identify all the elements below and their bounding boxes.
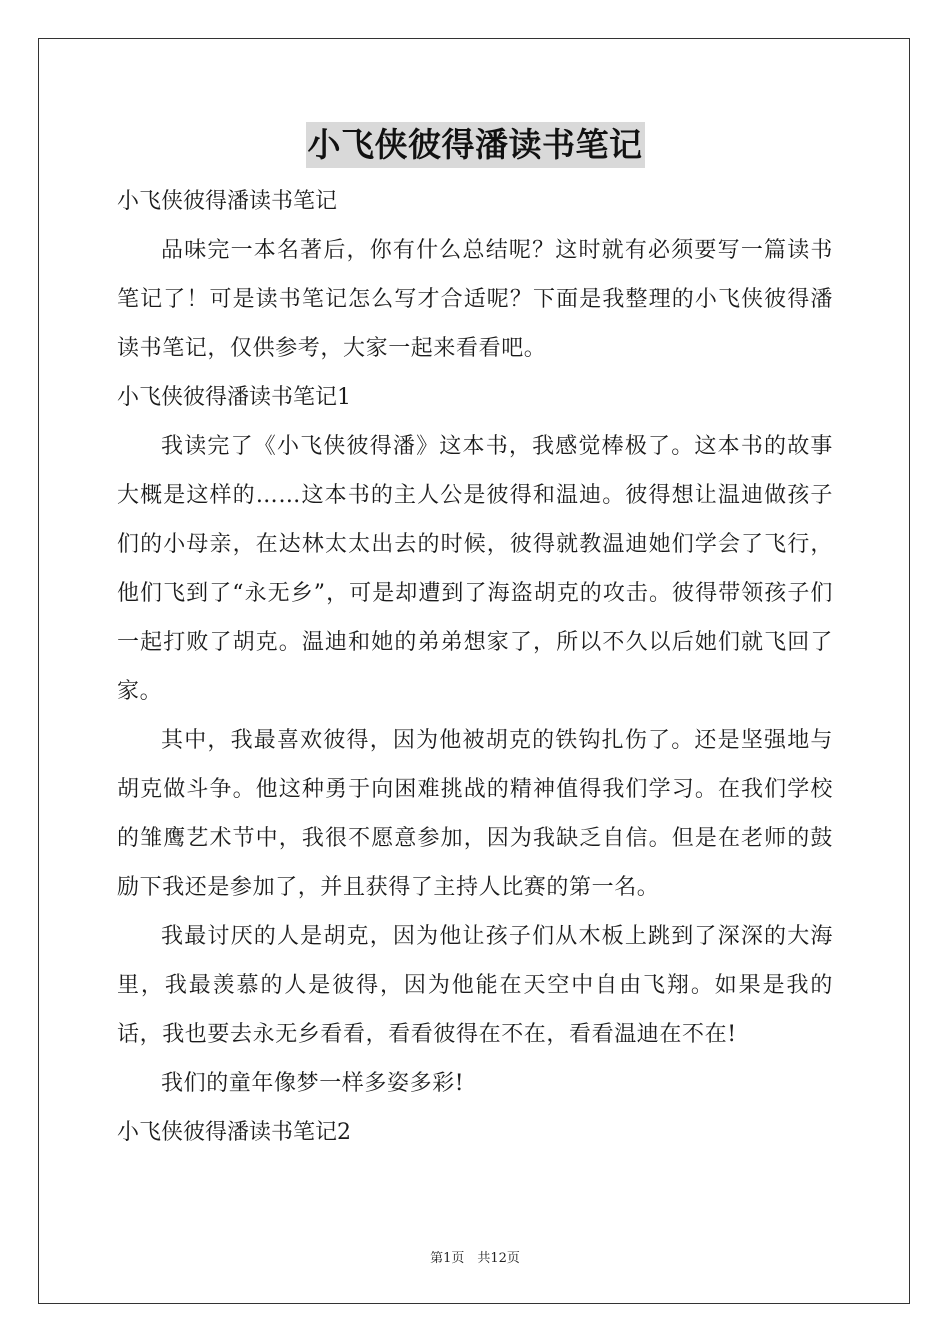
section-1-paragraph-2: 其中，我最喜欢彼得，因为他被胡克的铁钩扎伤了。还是坚强地与胡克做斗争。他这种勇于向困难挑战的精神值得我们学习。在我们学校的雏鹰艺术节中，我很不愿意参加，因为我缺乏自信。但是在老师的鼓励下我还是参加了，并且获得了主持人比赛的第一名。	[117, 728, 833, 900]
section-heading-1: 小飞侠彼得潘读书笔记1	[117, 385, 351, 410]
document-title: 小飞侠彼得潘读书笔记	[306, 122, 645, 168]
document-subtitle: 小飞侠彼得潘读书笔记	[117, 189, 338, 214]
section-1-paragraph-3: 我最讨厌的人是胡克，因为他让孩子们从木板上跳到了深深的大海里，我最羡慕的人是彼得，因为他能在天空中自由飞翔。如果是我的话，我也要去永无乡看看，看看彼得在不在，看看温迪在不在!	[117, 924, 833, 1047]
document-body	[117, 177, 833, 1157]
section-1-paragraph-4: 我们的童年像梦一样多姿多彩!	[161, 1071, 465, 1096]
intro-paragraph: 品味完一本名著后，你有什么总结呢？这时就有必须要写一篇读书笔记了！可是读书笔记怎么写才合适呢？下面是我整理的小飞侠彼得潘读书笔记，仅供参考，大家一起来看看吧。	[117, 238, 833, 361]
section-1-paragraph-1: 我读完了《小飞侠彼得潘》这本书，我感觉棒极了。这本书的故事大概是这样的……这本书的主人公是彼得和温迪。彼得想让温迪做孩子们的小母亲，在达林太太出去的时候，彼得就教温迪她们学会了飞行，他们飞到了“永无乡”，可是却遭到了海盗胡克的攻击。彼得带领孩子们一起打败了胡克。温迪和她的弟弟想家了，所以不久以后她们就飞回了家。	[117, 434, 833, 704]
section-heading-2: 小飞侠彼得潘读书笔记2	[117, 1120, 351, 1145]
title-container	[0, 122, 950, 168]
page-number-footer: 第1页 共12页	[430, 1251, 520, 1266]
